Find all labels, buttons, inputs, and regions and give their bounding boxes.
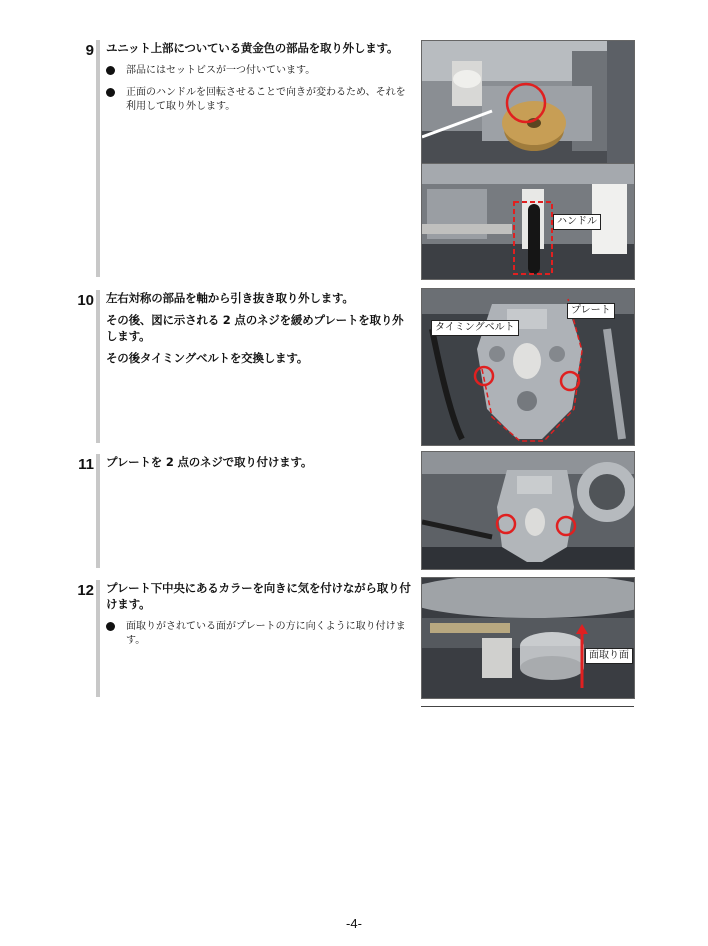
machine-photo-graphic — [422, 41, 634, 163]
step-paragraph: プレートを 2 点のネジで取り付けます。 — [106, 455, 313, 469]
step-paragraph: 左右対称の部品を軸から引き抜き取り外します。 — [106, 291, 354, 305]
machine-photo-graphic — [422, 578, 634, 698]
step-number: 9 — [85, 42, 94, 59]
step-text — [106, 40, 411, 120]
machine-photo-graphic — [422, 164, 634, 279]
bullet-text: 正面のハンドルを回転させることで向きが変わるため、それを利用して取り外します。 — [126, 87, 406, 112]
step-11-photo — [421, 451, 635, 570]
bullet-dot-icon — [106, 88, 115, 97]
step-bar — [96, 454, 100, 568]
chamfer-callout: 面取り面 — [585, 648, 633, 664]
step-number: 10 — [77, 292, 94, 309]
step-9-photo-bottom — [421, 163, 635, 280]
step-text — [106, 454, 411, 476]
bullet-item — [106, 86, 411, 114]
step-bar — [96, 290, 100, 443]
step-number: 11 — [78, 456, 94, 473]
step-text — [106, 290, 411, 372]
step-12-photo — [421, 577, 635, 699]
step-paragraph: その後、図に示される 2 点のネジを緩めプレートを取り外します。 — [106, 313, 404, 343]
step-bar — [96, 40, 100, 277]
bullet-text: 面取りがされている面がプレートの方に向くように取り付けます。 — [126, 621, 406, 646]
handle-callout: ハンドル — [553, 214, 601, 230]
step-paragraph: その後タイミングベルトを交換します。 — [106, 351, 309, 365]
bullet-item — [106, 64, 411, 78]
plate-callout: プレート — [567, 303, 615, 319]
bullet-dot-icon — [106, 622, 115, 631]
section-divider — [421, 706, 634, 707]
step-9-photo-top — [421, 40, 635, 164]
timing-belt-callout: タイミングベルト — [431, 320, 519, 336]
step-text — [106, 580, 411, 654]
step-heading: ユニット上部についている黄金色の部品を取り外します。 — [106, 41, 399, 55]
step-number: 12 — [77, 582, 94, 599]
page-number: -4- — [346, 916, 362, 931]
bullet-text: 部品にはセットビスが一つ付いています。 — [126, 65, 316, 76]
step-heading: プレート下中央にあるカラーを向きに気を付けながら取り付けます。 — [106, 581, 411, 611]
machine-photo-graphic — [422, 452, 634, 569]
bullet-dot-icon — [106, 66, 115, 75]
bullet-item — [106, 620, 411, 648]
step-bar — [96, 580, 100, 697]
step-10-photo — [421, 288, 635, 446]
